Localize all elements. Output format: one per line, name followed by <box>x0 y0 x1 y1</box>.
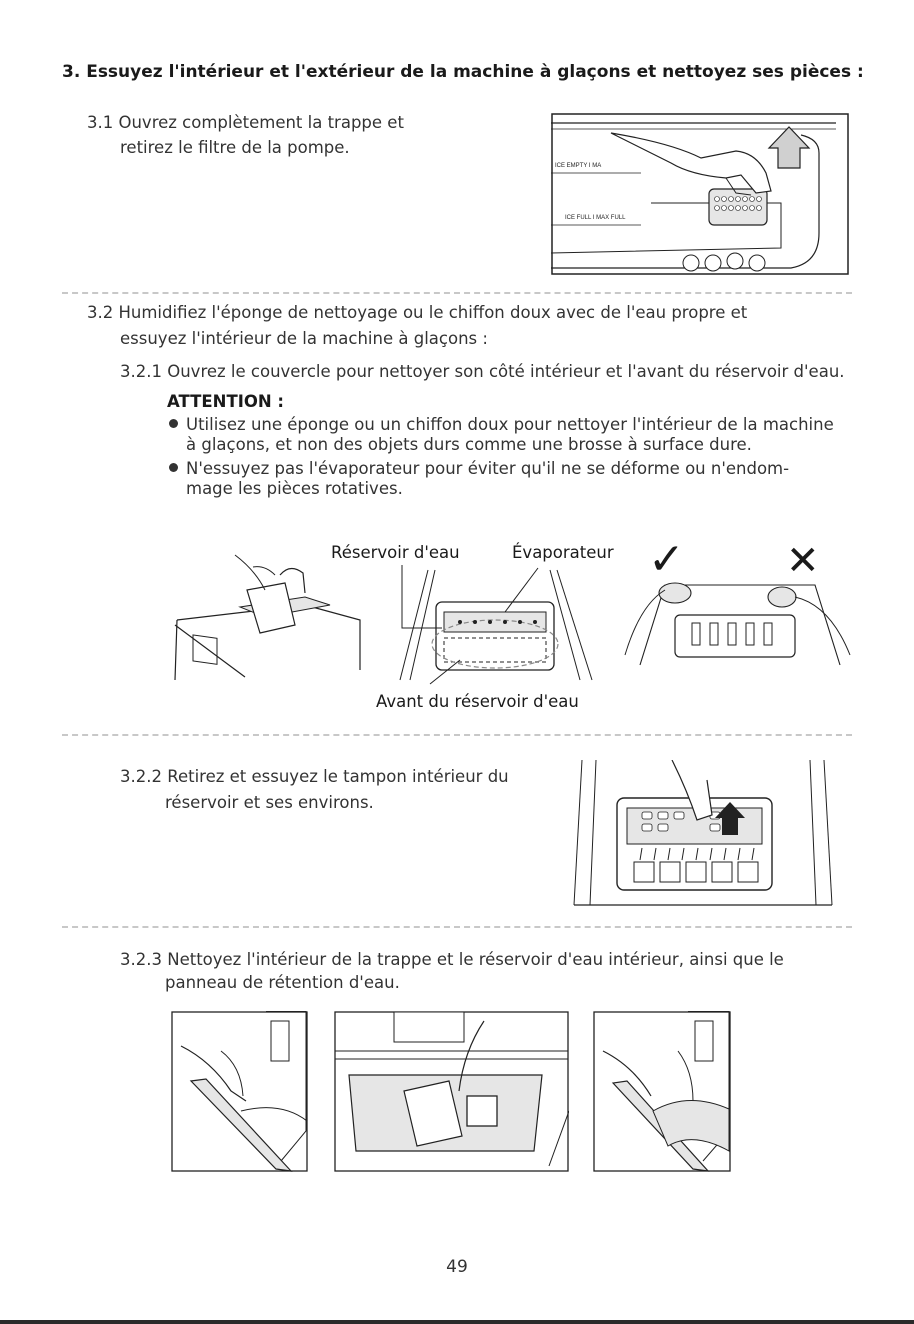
bullet-icon <box>169 419 178 428</box>
step-3-2-2-line2: réservoir et ses environs. <box>165 793 374 812</box>
bullet-2-line2: mage les pièces rotatives. <box>186 479 403 498</box>
attention-heading: ATTENTION : <box>167 392 285 411</box>
bullet-1-line1: Utilisez une éponge ou un chiffon doux pour nettoyer l'intérieur de la machine <box>186 415 834 434</box>
divider-3 <box>62 926 852 928</box>
step-3-2-3-line2: panneau de rétention d'eau. <box>165 973 400 992</box>
step-3-1-line1: 3.1 Ouvrez complètement la trappe et <box>87 113 404 132</box>
figure-pump-filter <box>551 113 849 275</box>
bullet-1-line2: à glaçons, et non des objets durs comme une brosse à surface dure. <box>186 435 752 454</box>
figure-reservoir <box>380 560 610 685</box>
step-3-2-3-line1: 3.2.3 Nettoyez l'intérieur de la trappe et le réservoir d'eau intérieur, ainsi que le <box>120 950 784 969</box>
divider-2 <box>62 734 852 736</box>
step-3-2-2-line1: 3.2.2 Retirez et essuyez le tampon intérieur du <box>120 767 509 786</box>
step-3-1-line2: retirez le filtre de la pompe. <box>120 138 350 157</box>
figure-open-lid <box>165 545 365 680</box>
figure-inner-reservoir <box>334 1011 569 1172</box>
label-reservoir: Réservoir d'eau <box>331 543 460 562</box>
step-3-2-1-line1: 3.2.1 Ouvrez le couvercle pour nettoyer son côté intérieur et l'avant du réservoir d'eau. <box>120 362 845 381</box>
step-3-2-line1: 3.2 Humidifiez l'éponge de nettoyage ou le chiffon doux avec de l'eau propre et <box>87 303 748 322</box>
divider-1 <box>62 292 852 294</box>
step-3-2-line2: essuyez l'intérieur de la machine à glaçons : <box>120 329 488 348</box>
ice-empty-label: ICE EMPTY I MA <box>555 163 602 169</box>
bottom-rule <box>0 1320 914 1324</box>
label-evaporateur: Évaporateur <box>512 543 614 562</box>
ice-full-label: ICE FULL I MAX FULL <box>565 215 626 221</box>
section-title: 3. Essuyez l'intérieur et l'extérieur de la machine à glaçons et nettoyez ses pièces : <box>62 62 864 82</box>
check-icon: ✓ <box>648 534 685 585</box>
bullet-icon <box>169 463 178 472</box>
figure-door-inside <box>171 1011 308 1172</box>
figure-pad-removal <box>572 760 834 907</box>
bullet-2-line1: N'essuyez pas l'évaporateur pour éviter qu'il ne se déforme ou n'endom- <box>186 459 790 478</box>
figure-retention-panel <box>593 1011 731 1172</box>
cross-icon: ✕ <box>786 538 820 584</box>
label-avant-reservoir: Avant du réservoir d'eau <box>376 692 579 711</box>
page-number: 49 <box>446 1257 468 1277</box>
